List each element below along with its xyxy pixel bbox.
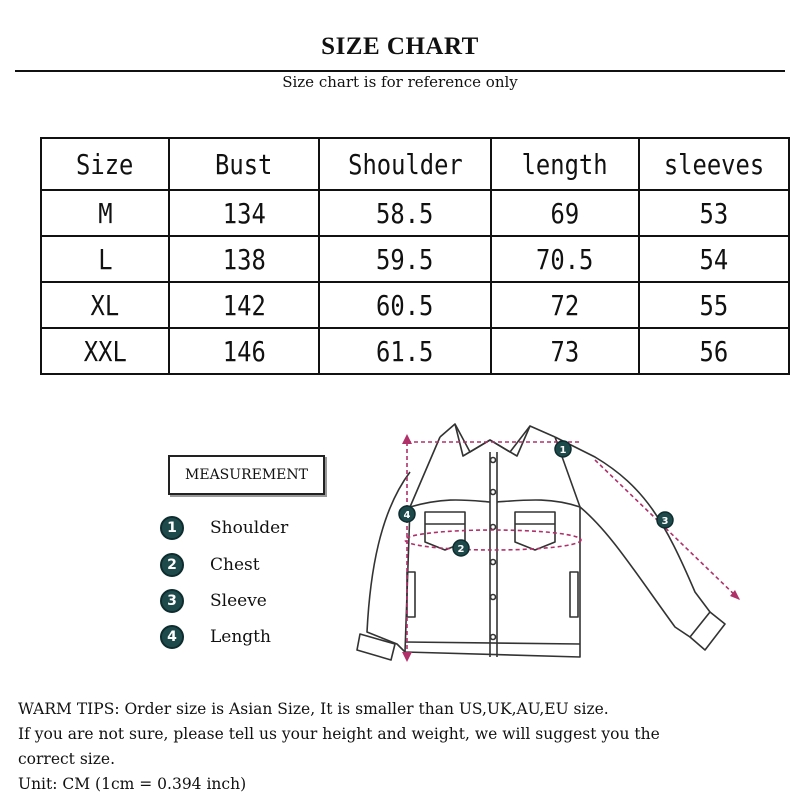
table-cell: 138 [169, 236, 319, 282]
table-row [41, 236, 789, 282]
tips-line: correct size. [18, 750, 116, 768]
table-cell: 134 [169, 190, 319, 236]
table-cell: M [41, 190, 169, 236]
header-cell-shoulder: Shoulder [319, 138, 491, 190]
table-row [41, 282, 789, 328]
table-cell: 142 [169, 282, 319, 328]
header-cell-sleeves: sleeves [639, 138, 789, 190]
number-1-icon: 1 [160, 516, 184, 540]
table-cell: 70.5 [491, 236, 639, 282]
table-cell: XL [41, 282, 169, 328]
table-cell: L [41, 236, 169, 282]
table-cell: 58.5 [319, 190, 491, 236]
title-divider [15, 70, 785, 72]
header-cell-bust: Bust [169, 138, 319, 190]
table-cell: 69 [491, 190, 639, 236]
table-cell: 59.5 [319, 236, 491, 282]
legend-label: Length [210, 627, 271, 647]
header-cell-size: Size [41, 138, 169, 190]
legend-item-sleeve [160, 586, 267, 616]
table-header-row [41, 138, 789, 190]
warm-tips [18, 697, 788, 797]
table-cell: 73 [491, 328, 639, 374]
table-cell: XXL [41, 328, 169, 374]
legend-item-chest [160, 550, 260, 580]
legend-label: Shoulder [210, 518, 289, 538]
header-cell-length: length [491, 138, 639, 190]
marker-label: 2 [457, 544, 465, 555]
page-subtitle: Size chart is for reference only [282, 73, 518, 91]
table-cell: 146 [169, 328, 319, 374]
number-4-icon: 4 [160, 625, 184, 649]
legend-label: Sleeve [210, 591, 267, 611]
table-row [41, 328, 789, 374]
size-table [40, 137, 790, 375]
marker-label: 4 [403, 510, 411, 521]
table-cell: 60.5 [319, 282, 491, 328]
page-title: SIZE CHART [321, 33, 479, 60]
table-row [41, 190, 789, 236]
marker-label: 1 [559, 445, 567, 456]
legend-item-shoulder [160, 513, 288, 543]
table-cell: 53 [639, 190, 789, 236]
tips-line: WARM TIPS: Order size is Asian Size, It is smaller than US,UK,AU,EU size. [18, 700, 609, 718]
number-3-icon: 3 [160, 589, 184, 613]
table-cell: 72 [491, 282, 639, 328]
jacket-diagram [345, 412, 765, 672]
table-cell: 56 [639, 328, 789, 374]
number-2-icon: 2 [160, 553, 184, 577]
table-cell: 54 [639, 236, 789, 282]
legend-label: Chest [210, 555, 260, 575]
table-cell: 55 [639, 282, 789, 328]
tips-line: If you are not sure, please tell us your height and weight, we will suggest you the [18, 725, 660, 743]
measurement-label-box: MEASUREMENT [168, 455, 325, 495]
marker-label: 3 [661, 516, 669, 527]
legend-item-length [160, 622, 271, 652]
unit-note: Unit: CM (1cm = 0.394 inch) [18, 775, 247, 793]
table-cell: 61.5 [319, 328, 491, 374]
